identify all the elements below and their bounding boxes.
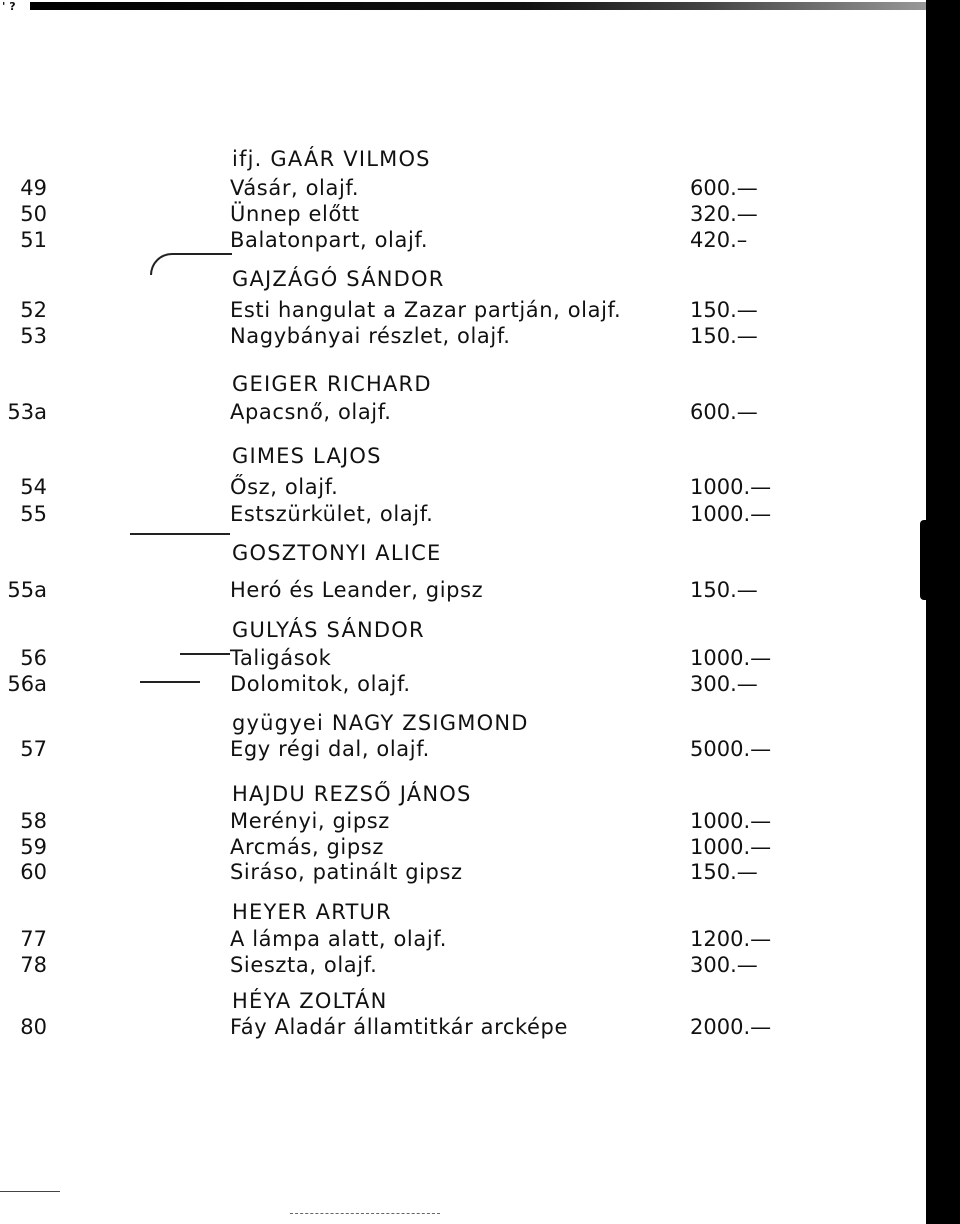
item-number: 53a (7, 400, 47, 424)
item-price: 150.— (690, 324, 758, 348)
item-title: Heró és Leander, gipsz (230, 578, 484, 602)
item-title: Balatonpart, olajf. (230, 228, 429, 252)
item-number: 57 (20, 737, 47, 761)
catalog-item (0, 322, 800, 350)
item-price: 2000.— (690, 1015, 772, 1039)
item-number: 56 (20, 646, 47, 670)
item-number: 50 (20, 202, 47, 226)
item-number: 55 (20, 502, 47, 526)
item-title: Ősz, olajf. (230, 475, 339, 499)
item-price: 1000.— (690, 646, 772, 670)
item-price: 5000.— (690, 737, 772, 761)
item-title: Nagybányai részlet, olajf. (230, 324, 511, 348)
item-price: 150.— (690, 578, 758, 602)
artist-name: GAJZÁGÓ SÁNDOR (232, 267, 445, 291)
artist-name: ifj. GAÁR VILMOS (232, 147, 431, 171)
item-title: Siráso, patinált gipsz (230, 860, 463, 884)
artist-heading (0, 709, 800, 737)
catalog-item (0, 951, 800, 979)
catalog-item (0, 833, 800, 861)
artist-name: gyügyei NAGY ZSIGMOND (232, 711, 529, 735)
item-title: A lámpa alatt, olajf. (230, 927, 447, 951)
artist-name: GEIGER RICHARD (232, 372, 432, 396)
item-price: 1000.— (690, 809, 772, 833)
item-price: 600.— (690, 176, 758, 200)
item-number: 59 (20, 835, 47, 859)
catalog-item (0, 226, 800, 254)
item-title: Merényi, gipsz (230, 809, 390, 833)
catalog-item (0, 1013, 800, 1041)
item-title: Egy régi dal, olajf. (230, 737, 430, 761)
catalog-item (0, 500, 800, 528)
artist-heading (0, 145, 800, 173)
artist-name: HEYER ARTUR (232, 900, 392, 924)
artist-heading (0, 780, 800, 808)
item-price: 150.— (690, 298, 758, 322)
item-title: Vásár, olajf. (230, 176, 360, 200)
item-number: 54 (20, 475, 47, 499)
catalog-item (0, 296, 800, 324)
item-price: 320.— (690, 202, 758, 226)
item-number: 60 (20, 860, 47, 884)
item-price: 1000.— (690, 502, 772, 526)
item-price: 300.— (690, 672, 758, 696)
catalog-item (0, 473, 800, 501)
artist-name: GOSZTONYI ALICE (232, 541, 442, 565)
item-number: 55a (7, 578, 47, 602)
catalog-item (0, 925, 800, 953)
item-title: Esti hangulat a Zazar partján, olajf. (230, 298, 622, 322)
item-number: 56a (7, 672, 47, 696)
item-price: 1200.— (690, 927, 772, 951)
catalog-item (0, 576, 800, 604)
item-price: 1000.— (690, 475, 772, 499)
item-title: Apacsnő, olajf. (230, 400, 392, 424)
catalog-item (0, 174, 800, 202)
item-number: 80 (20, 1015, 47, 1039)
item-price: 300.— (690, 953, 758, 977)
item-title: Sieszta, olajf. (230, 953, 378, 977)
item-price: 420.– (690, 228, 748, 252)
item-number: 77 (20, 927, 47, 951)
artist-name: GULYÁS SÁNDOR (232, 618, 425, 642)
catalog-item (0, 644, 800, 672)
item-title: Ünnep előtt (230, 202, 360, 226)
catalog-item (0, 670, 800, 698)
item-title: Arcmás, gipsz (230, 835, 384, 859)
item-price: 600.— (690, 400, 758, 424)
item-number: 49 (20, 176, 47, 200)
artist-heading (0, 442, 800, 470)
item-title: Fáy Aladár államtitkár arcképe (230, 1015, 569, 1039)
artist-heading (0, 370, 800, 398)
artist-heading (0, 265, 800, 293)
catalog-item (0, 807, 800, 835)
item-price: 150.— (690, 860, 758, 884)
item-price: 1000.— (690, 835, 772, 859)
scan-marks: ' ? (2, 0, 16, 13)
artist-name: HÉYA ZOLTÁN (232, 989, 388, 1013)
item-number: 58 (20, 809, 47, 833)
artist-heading (0, 539, 800, 567)
catalog-item (0, 398, 800, 426)
artist-heading (0, 616, 800, 644)
item-title: Estszürkület, olajf. (230, 502, 434, 526)
item-title: Taligások (230, 646, 332, 670)
item-number: 53 (20, 324, 47, 348)
catalog-item (0, 200, 800, 228)
artist-heading (0, 898, 800, 926)
catalog-item (0, 858, 800, 886)
item-number: 52 (20, 298, 47, 322)
item-title: Dolomitok, olajf. (230, 672, 411, 696)
item-number: 51 (20, 228, 47, 252)
item-number: 78 (20, 953, 47, 977)
artist-heading (0, 987, 800, 1015)
catalog-item (0, 735, 800, 763)
artist-name: GIMES LAJOS (232, 444, 382, 468)
artist-name: HAJDU REZSŐ JÁNOS (232, 782, 472, 806)
